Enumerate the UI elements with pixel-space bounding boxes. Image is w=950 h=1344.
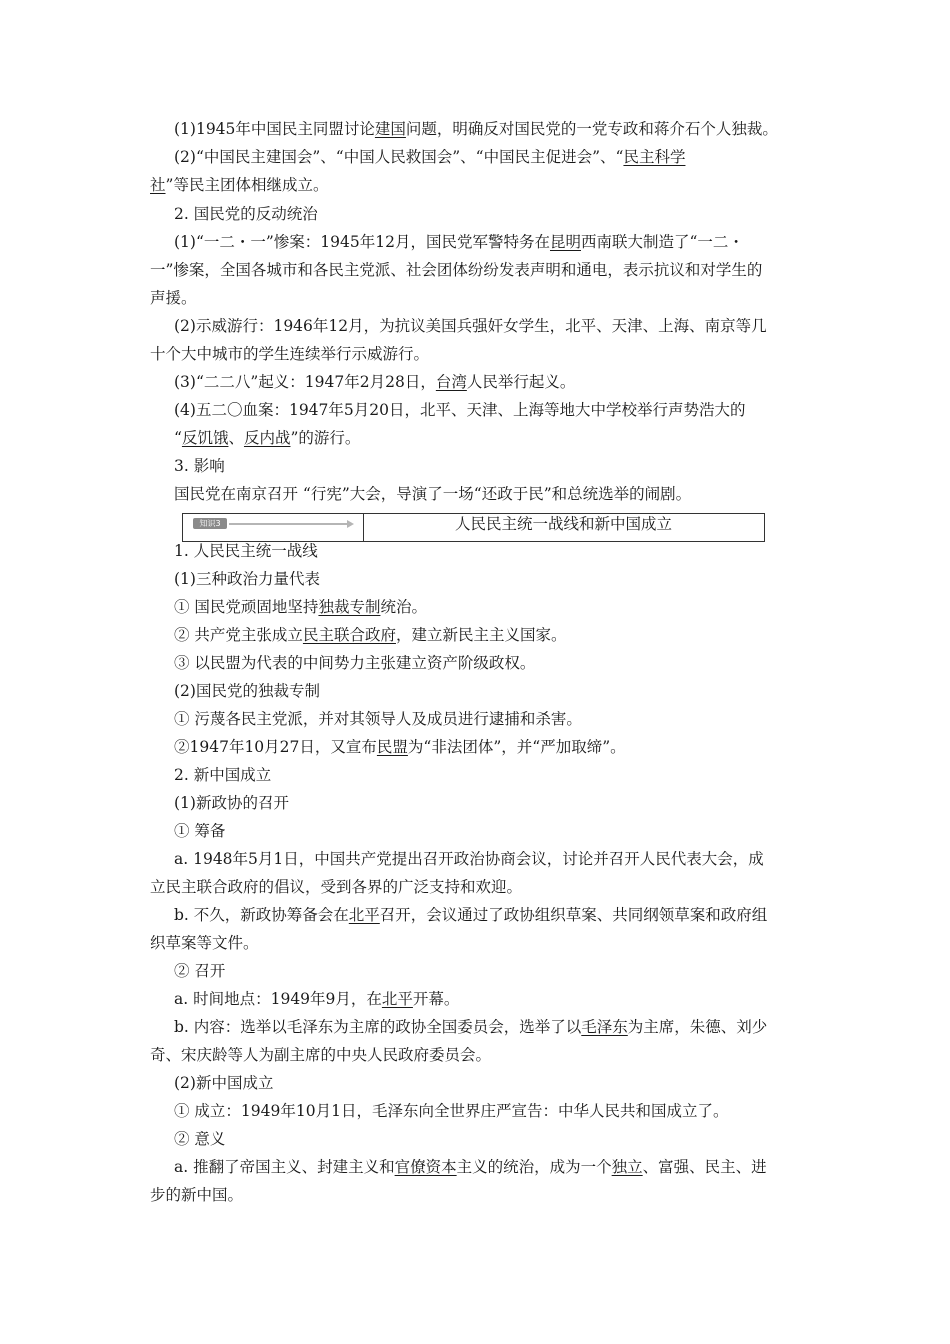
text-segment: ① 国民党顽固地坚持 — [174, 598, 319, 616]
text-line — [174, 989, 459, 1009]
text-line — [174, 1073, 273, 1093]
text-segment: b. 不久，新政协筹备会在 — [174, 906, 349, 924]
text-line — [174, 765, 271, 785]
text-line — [174, 372, 575, 392]
text-line — [174, 653, 535, 673]
text-line — [174, 625, 566, 645]
text-line — [174, 428, 360, 448]
text-segment: ① 污蔑各民主党派，并对其领导人及成员进行逮捕和杀害。 — [174, 710, 582, 728]
text-line — [150, 260, 762, 280]
text-line — [150, 288, 197, 308]
text-segment: 奇、宋庆龄等人为副主席的中央人民政府委员会。 — [150, 1046, 492, 1064]
text-line — [174, 597, 427, 617]
text-line — [174, 147, 685, 167]
text-segment: “ — [174, 429, 182, 447]
text-segment: (2)新中国成立 — [174, 1074, 274, 1092]
text-segment: 为主席，朱德、刘少 — [627, 1018, 768, 1036]
text-segment: ① 筹备 — [174, 822, 226, 840]
text-segment: (2)“中国民主建国会”、“中国人民救国会”、“中国民主促进会”、“ — [174, 148, 624, 166]
text-segment: 一”惨案，全国各城市和各民主党派、社会团体纷纷发表声明和通电，表示抗议和对学生的 — [150, 261, 763, 279]
text-segment: ③ 以民盟为代表的中间势力主张建立资产阶级政权。 — [174, 654, 536, 672]
underlined-answer: 反内战 — [243, 429, 291, 447]
text-segment: b. 内容：选举以毛泽东为主席的政协全国委员会，选举了以 — [174, 1018, 582, 1036]
text-segment: 为“非法团体”，并“严加取缔”。 — [407, 738, 626, 756]
text-segment: a. 1948年5月1日，中国共产党提出召开政治协商会议，讨论并召开人民代表大会，成 — [174, 850, 764, 868]
text-line — [174, 484, 691, 504]
section-tag-area — [183, 514, 364, 541]
text-segment: 立民主联合政府的倡议，受到各界的广泛支持和欢迎。 — [150, 878, 523, 896]
text-line — [150, 175, 328, 195]
text-line — [174, 541, 318, 561]
text-line — [174, 1101, 728, 1121]
text-line — [150, 1045, 491, 1065]
underlined-answer: 独裁专制 — [318, 598, 381, 616]
text-line — [174, 204, 318, 224]
text-segment: 问题，明确反对国民党的一党专政和蒋介石个人独裁。 — [405, 120, 778, 138]
text-line — [174, 905, 767, 925]
text-segment: 开幕。 — [412, 990, 460, 1008]
underlined-answer: 台湾 — [435, 373, 467, 391]
text-line — [174, 232, 744, 252]
text-segment: ② 意义 — [174, 1130, 226, 1148]
underlined-answer: 民主科学 — [623, 148, 686, 166]
underlined-answer: 独立 — [611, 1158, 643, 1176]
text-line — [174, 709, 582, 729]
text-line — [174, 849, 764, 869]
text-line — [150, 877, 522, 897]
text-line — [150, 344, 429, 364]
text-segment: 3. 影响 — [174, 457, 225, 475]
text-segment: 、富强、民主、进 — [642, 1158, 767, 1176]
underlined-answer: 官僚资本 — [394, 1158, 457, 1176]
text-segment: ② 召开 — [174, 962, 226, 980]
text-segment: ，建立新民主主义国家。 — [395, 626, 567, 644]
text-segment: (1)新政协的召开 — [174, 794, 289, 812]
underlined-answer: 反饥饿 — [181, 429, 229, 447]
text-segment: (1)1945年中国民主同盟讨论 — [174, 120, 375, 138]
text-line — [174, 961, 225, 981]
text-segment: 十个大中城市的学生连续举行示威游行。 — [150, 345, 430, 363]
text-line — [174, 1017, 767, 1037]
text-segment: 织草案等文件。 — [150, 934, 259, 952]
text-segment: 统治。 — [380, 598, 427, 616]
text-line — [174, 1129, 225, 1149]
text-segment: (1)“一二・一”惨案：1945年12月，国民党军警特务在 — [174, 233, 550, 251]
text-line — [150, 933, 259, 953]
text-segment: (2)示威游行：1946年12月，为抗议美国兵强奸女学生，北平、天津、上海、南京等几 — [174, 317, 767, 335]
text-segment: 国民党在南京召开 “行宪”大会，导演了一场“还政于民”和总统选举的闹剧。 — [174, 485, 692, 503]
underlined-answer: 建国 — [374, 120, 406, 138]
text-line — [174, 737, 626, 757]
text-segment: 召开，会议通过了政协组织草案、共同纲领草案和政府组 — [379, 906, 768, 924]
text-segment: 步的新中国。 — [150, 1186, 244, 1204]
arrow-head-icon — [347, 520, 354, 528]
text-segment: 人民举行起义。 — [466, 373, 576, 391]
text-segment: a. 推翻了帝国主义、封建主义和 — [174, 1158, 395, 1176]
underlined-answer: 民主联合政府 — [302, 626, 396, 644]
underlined-answer: 民盟 — [376, 738, 408, 756]
text-segment: 、 — [228, 429, 244, 447]
text-line — [174, 119, 778, 139]
underlined-answer: 社 — [150, 176, 166, 194]
text-segment: 声援。 — [150, 289, 197, 307]
text-segment: ① 成立：1949年10月1日，毛泽东向全世界庄严宣告：中华人民共和国成立了。 — [174, 1102, 729, 1120]
section-tag-badge: 知识3 — [193, 518, 227, 529]
text-line — [174, 456, 225, 476]
text-segment: 2. 国民党的反动统治 — [174, 205, 318, 223]
text-segment: ②1947年10月27日，又宣布 — [174, 738, 377, 756]
text-segment: ② 共产党主张成立 — [174, 626, 303, 644]
underlined-answer: 北平 — [381, 990, 413, 1008]
text-segment: (2)国民党的独裁专制 — [174, 682, 320, 700]
text-line — [174, 821, 225, 841]
text-segment: (4)五二〇血案：1947年5月20日，北平、天津、上海等地大中学校举行声势浩大的 — [174, 401, 746, 419]
text-line — [174, 681, 320, 701]
arrow-line-icon — [229, 523, 349, 525]
text-segment: ”的游行。 — [290, 429, 361, 447]
text-line — [174, 400, 746, 420]
text-segment: 主义的统治，成为一个 — [456, 1158, 612, 1176]
underlined-answer: 北平 — [348, 906, 380, 924]
text-segment: 西南联大制造了“一二・ — [581, 233, 744, 251]
text-line — [174, 793, 289, 813]
section-header — [182, 513, 765, 542]
underlined-answer: 毛泽东 — [581, 1018, 628, 1036]
text-segment: 2. 新中国成立 — [174, 766, 272, 784]
section-title: 人民民主统一战线和新中国成立 — [454, 515, 672, 533]
text-line — [174, 1157, 767, 1177]
text-line — [150, 1185, 243, 1205]
text-line — [174, 569, 320, 589]
text-segment: (3)“二二八”起义：1947年2月28日， — [174, 373, 436, 391]
underlined-answer: 昆明 — [549, 233, 581, 251]
text-line — [174, 316, 767, 336]
text-segment: (1)三种政治力量代表 — [174, 570, 320, 588]
text-segment: 1. 人民民主统一战线 — [174, 542, 318, 560]
text-segment: ”等民主团体相继成立。 — [165, 176, 329, 194]
text-segment: a. 时间地点：1949年9月，在 — [174, 990, 382, 1008]
